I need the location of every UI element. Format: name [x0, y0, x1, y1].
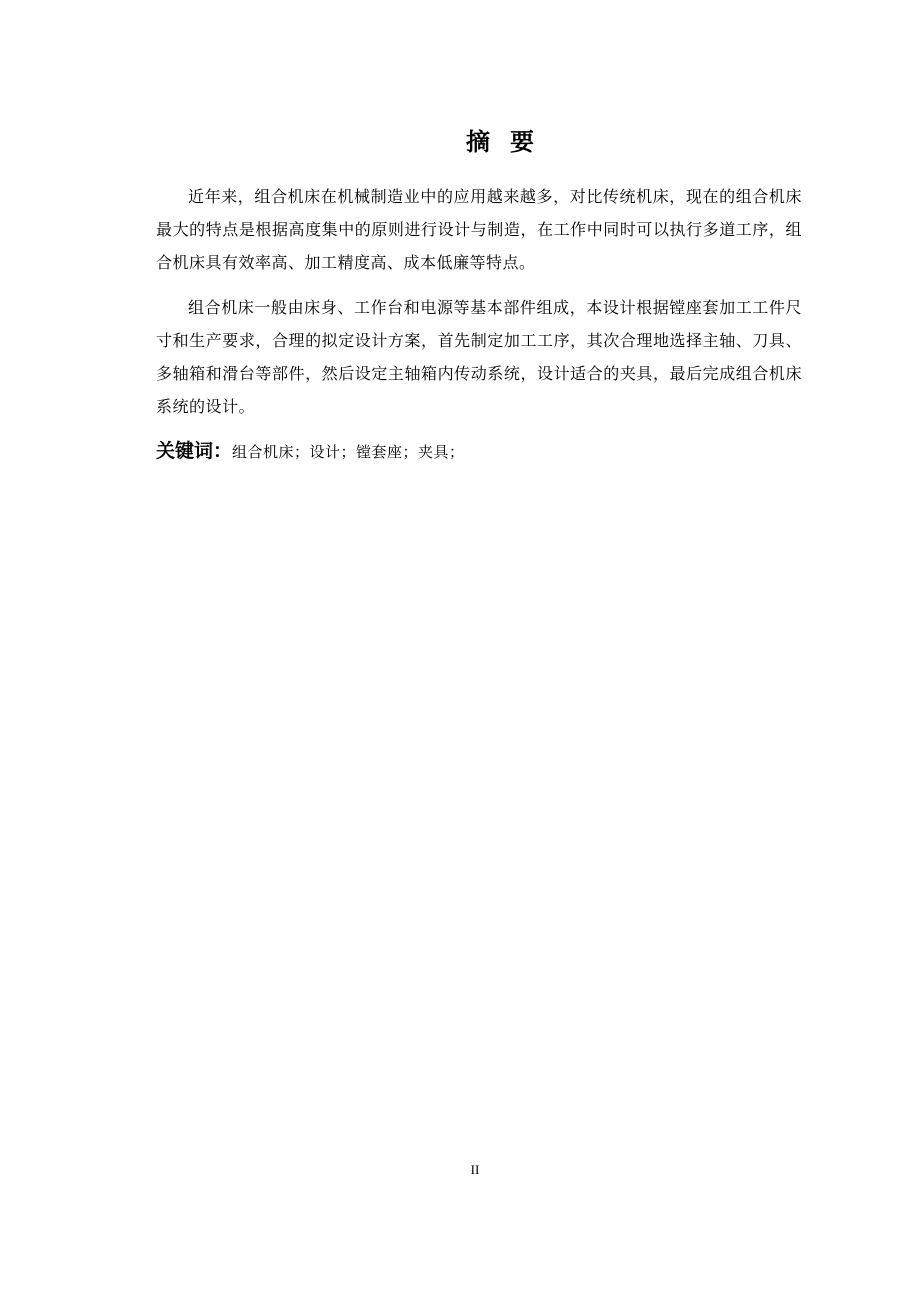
keywords-line	[156, 435, 802, 469]
page-number: II	[470, 1162, 480, 1177]
keywords-label: 关键词：	[156, 440, 233, 462]
abstract-title: 摘要	[466, 128, 554, 156]
keywords-text: 组合机床；设计；镗套座；夹具；	[232, 443, 465, 461]
abstract-body	[156, 180, 802, 469]
abstract-paragraph-2: 组合机床一般由床身、工作台和电源等基本部件组成，本设计根据镗座套加工工件尺寸和生产要求，合理的拟定设计方案，首先制定加工工序，其次合理地选择主轴、刀具、多轴箱和滑台等部件，然后设定主轴箱内传动系统，设计适合的夹具，最后完成组合机床系统的设计。	[156, 298, 802, 416]
abstract-paragraph-1: 近年来，组合机床在机械制造业中的应用越来越多，对比传统机床，现在的组合机床最大的特点是根据高度集中的原则进行设计与制造，在工作中同时可以执行多道工序，组合机床具有效率高、加工精度高、成本低廉等特点。	[156, 187, 802, 272]
